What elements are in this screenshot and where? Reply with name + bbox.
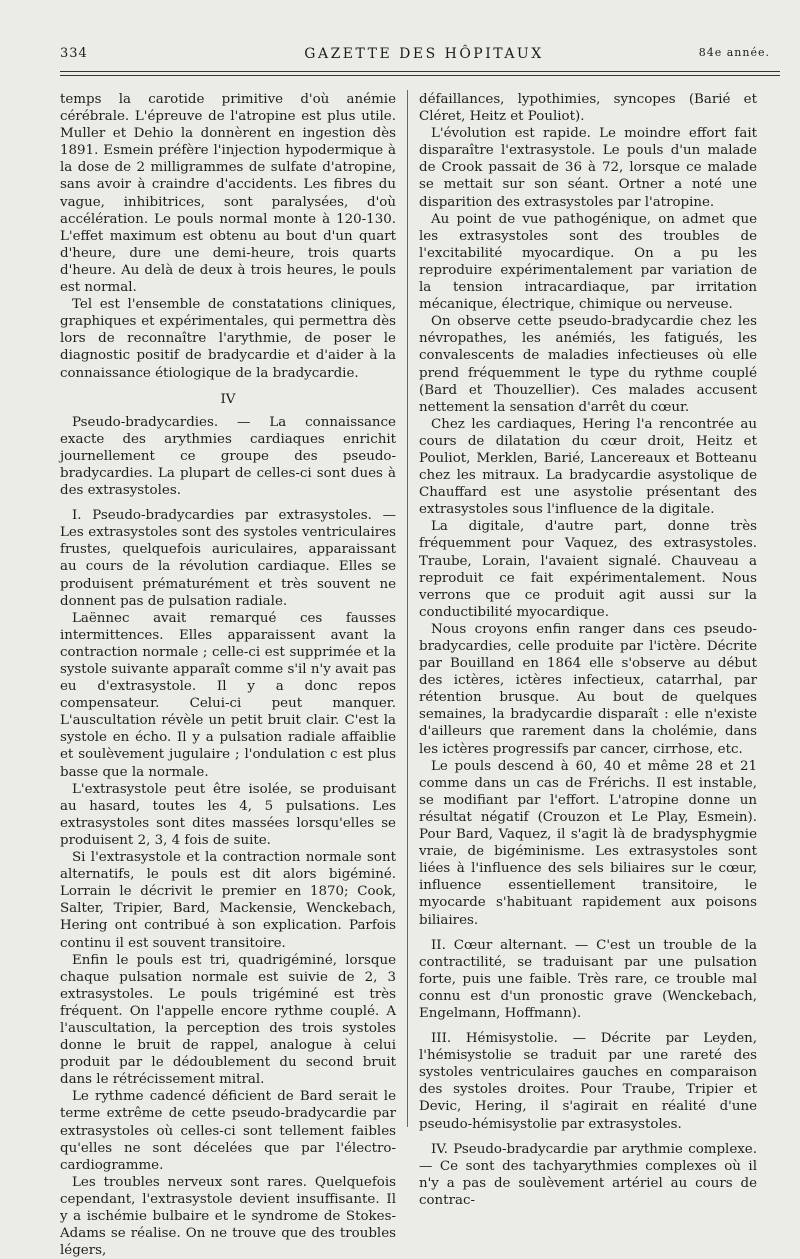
paragraph: Tel est l'ensemble de constatations cliniques, graphiques et expérimentales, qui permettra dès lors de reconnaître l'arythmie, de poser le diagnostic positif de bradycardie et d'aider à la connaissance étiologique de la bradycardie. — [60, 297, 396, 381]
column-divider — [407, 90, 408, 1127]
page-number: 334 — [60, 46, 88, 61]
paragraph: Enfin le pouls est tri, quadrigéminé, lorsque chaque pulsation normale est suivie de 2, 3 extrasystoles. Le pouls trigéminé est très fréquent. On l'appelle encore rythme couplé. A l'auscultation, la perception des trois systoles donne le bruit de rappel, analogue à celui produit par le dédoublement du second bruit dans le rétrécissement mitral. — [60, 952, 396, 1088]
section-number: IV — [220, 391, 236, 407]
paragraph: temps la carotide primitive d'où anémie cérébrale. L'épreuve de l'atropine est plus utile. Muller et Dehio la donnèrent en ingestion dès 1891. Esmein préfère l'injection hypodermique à la dose de 2 milligrammes de sulfate d'atropine, sans avoir à craindre d'accidents. Les fibres du vague, inhibitrices, sont paralysées, d'où accélération. Le pouls normal monte à 120-130. L'effet maximum est obtenu au bout d'un quart d'heure, dure une demi-heure, trois quarts d'heure. Au delà de deux à trois heures, le pouls est normal. — [60, 92, 396, 296]
paragraph: L'évolution est rapide. Le moindre effort fait disparaître l'extrasystole. Le pouls d'un malade de Crook passait de 36 à 72, lorsque ce malade se mettait sur son séant. Ortner a noté une disparition des extrasystoles par l'atropine. — [419, 126, 757, 210]
paragraph: La digitale, d'autre part, donne très fréquemment pour Vaquez, des extrasystoles. Traube, Lorain, l'avaient signalé. Chauveau a reproduit ce fait expérimentalement. Nous verrons que ce produit agit aussi sur la conductibilité myocardique. — [419, 519, 757, 620]
right-column — [419, 91, 757, 1209]
paragraph: Pseudo-bradycardies. — La connaissance exacte des arythmies cardiaques enrichit journellement ce groupe des pseudo-bradycardies. La plupart de celles-ci sont dues à des extrasystoles. — [60, 414, 396, 499]
paragraph: L'extrasystole peut être isolée, se produisant au hasard, toutes les 4, 5 pulsations. Les extrasystoles sont dites massées lorsqu'elles se produisent 2, 3, 4 fois de suite. — [60, 781, 396, 848]
paragraph: défaillances, lypothimies, syncopes (Barié et Cléret, Heitz et Pouliot). — [419, 92, 757, 125]
paragraph: II. Cœur alternant. — C'est un trouble de la contractilité, se traduisant par une pulsation forte, puis une faible. Très rare, ce trouble mal connu est d'un pronostic grave (Wenckebach, Engelmann, Hoffmann). — [419, 937, 757, 1021]
paragraph: On observe cette pseudo-bradycardie chez les névropathes, les anémiés, les fatigués, les convalescents de maladies infectieuses où elle prend fréquemment le type du rythme couplé (Bard et Thouzellier). Ces malades accusent nettement la sensation d'arrêt du cœur. — [419, 314, 757, 415]
paragraph: III. Hémisystolie. — Décrite par Leyden, l'hémisystolie se traduit par une rareté des systoles ventriculaires gauches en comparaison des systoles droites. Pour Traube, Tripier et Devic, Hering, il s'agirait en réalité d'une pseudo-hémisystolie par extrasystoles. — [419, 1031, 757, 1132]
journal-title: GAZETTE DES HÔPITAUX — [304, 46, 544, 62]
header-rule-thick — [60, 75, 780, 76]
paragraph: Au point de vue pathogénique, on admet que les extrasystoles sont des troubles de l'excitabilité myocardique. On a pu les reproduire expérimentalement par variation de la tension intracardiaque, par irritation mécanique, électrique, chimique ou nerveuse. — [419, 211, 757, 313]
paragraph: Les troubles nerveux sont rares. Quelquefois cependant, l'extrasystole devient insuffisante. Il y a ischémie bulbaire et le syndrome de Stokes-Adams se réalise. On ne trouve que des troubles légers, — [60, 1174, 396, 1259]
paragraph: I. Pseudo-bradycardies par extrasystoles. — Les extrasystoles sont des systoles ventriculaires frustes, quelquefois auriculaires, apparaissant au cours de la révolution cardiaque. Elles se produisent prématurément et très souvent ne donnent pas de pulsation radiale. — [60, 508, 396, 609]
paragraph: IV. Pseudo-bradycardie par arythmie complexe. — Ce sont des tachyarythmies complexes où il n'y a pas de soulèvement artériel au cours de contrac- — [419, 1141, 757, 1208]
paragraph: Nous croyons enfin ranger dans ces pseudo-bradycardies, celle produite par l'ictère. Décrite par Bouilland en 1864 elle s'observe au début des ictères, ictères infectieux, catarrhal, par rétention brusque. Au bout de quelques semaines, la bradycardie disparaît : elle n'existe d'ailleurs que rarement dans la cholémie, dans les ictères progressifs par cancer, cirrhose, etc. — [419, 621, 757, 757]
running-header — [60, 46, 788, 68]
paragraph: Chez les cardiaques, Hering l'a rencontrée au cours de dilatation du cœur droit, Heitz et Pouliot, Merklen, Barié, Lancereaux et Botteanu chez les mitraux. La bradycardie asystolique de Chauffard est une asystolie présentant des extrasystoles sous l'influence de la digitale. — [419, 416, 757, 518]
paragraph: Le rythme cadencé déficient de Bard serait le terme extrême de cette pseudo-bradycardie par extrasystoles où celles-ci sont tellement faibles qu'elles ne sont décelées que par l'électro-cardiogramme. — [60, 1089, 396, 1173]
left-column — [60, 91, 396, 1259]
paragraph: Laënnec avait remarqué ces fausses intermittences. Elles apparaissent avant la contraction normale ; celle-ci est supprimée et la systole suivante apparaît comme s'il n'y avait pas eu d'extrasystole. Il y a donc repos compensateur. Celui-ci peut manquer. L'auscultation révèle un petit bruit clair. C'est la systole en écho. Il y a pulsation radiale affaiblie et soulèvement jugulaire ; l'ondulation c est plus basse que la normale. — [60, 610, 396, 780]
paragraph: Le pouls descend à 60, 40 et même 28 et 21 comme dans un cas de Frérichs. Il est instable, se modifiant par l'effort. L'atropine donne un résultat négatif (Crouzon et Le Play, Esmein). Pour Bard, Vaquez, il s'agit là de bradysphygmie vraie, de bigéminisme. Les extrasystoles sont liées à l'influence des sels biliaires sur le cœur, influence essentiellement transitoire, le myocarde s'habituant rapidement aux poisons biliaires. — [419, 758, 757, 928]
paragraph: Si l'extrasystole et la contraction normale sont alternatifs, le pouls est dit alors bigéminé. Lorrain le décrivit le premier en 1870; Cook, Salter, Tripier, Bard, Mackensie, Wenckebach, Hering ont contribué à son explication. Parfois continu il est souvent transitoire. — [60, 850, 396, 951]
header-rule-thin — [60, 71, 780, 72]
volume-year: 84e année. — [698, 46, 770, 59]
